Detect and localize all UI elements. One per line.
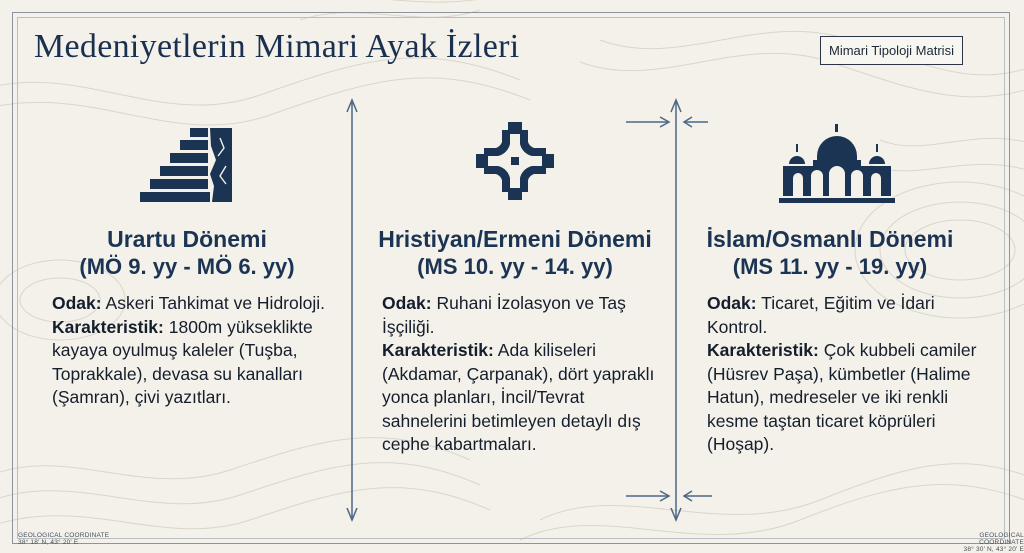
geo-coordinate-right <box>938 532 1024 553</box>
urartu-title: Urartu Dönemi <box>107 226 267 252</box>
christian-focus-text: Ruhani İzolasyon ve Taş İşçiliği. <box>382 293 626 337</box>
column-divider-right <box>622 96 712 524</box>
urartu-focus-text: Askeri Tahkimat ve Hidroloji. <box>105 293 325 313</box>
urartu-char-label: Karakteristik: <box>52 316 164 337</box>
geo-label-right: GEOLOGICAL COORDINATE <box>979 532 1024 546</box>
islamic-period: (MS 11. yy - 19. yy) <box>732 254 928 279</box>
islamic-title: İslam/Osmanlı Dönemi <box>706 226 954 252</box>
urartu-focus-label: Odak: <box>52 293 102 313</box>
geo-coords-left: 38° 18' N, 43° 20' E <box>18 539 79 546</box>
islamic-header <box>680 226 980 280</box>
page-title: Medeniyetlerin Mimari Ayak İzleri <box>34 28 520 65</box>
urartu-char-text: 1800m yükseklikte kayaya oyulmuş kaleler (Tuşba, Toprakkale), devasa su kanalları (Şamran), çivi yazıtları. <box>52 316 313 407</box>
quatrefoil-church-plan-icon <box>474 120 556 202</box>
matrix-badge: Mimari Tipoloji Matrisi <box>820 36 963 65</box>
islamic-char-text: Çok kubbeli camiler (Hüsrev Paşa), kümbetler (Halime Hatun), medreseler ve iki renkli kesme taştan ticaret köprüleri (Hoşap). <box>707 340 977 454</box>
christian-char-label: Karakteristik: <box>382 340 494 360</box>
urartu-description <box>52 292 344 410</box>
christian-char-text: Ada kiliseleri (Akdamar, Çarpanak), dört yapraklı yonca planları, İncil/Tevrat sahnelerini betimleyen detaylı dış cephe kabartmaları. <box>382 340 655 454</box>
christian-title: Hristiyan/Ermeni Dönemi <box>378 226 652 252</box>
christian-description <box>382 292 657 457</box>
islamic-focus-label: Odak: <box>707 293 757 313</box>
islamic-focus-text: Ticaret, Eğitim ve İdari Kontrol. <box>707 293 935 337</box>
christian-period: (MS 10. yy - 14. yy) <box>417 254 613 279</box>
geo-coordinate-left <box>18 532 109 546</box>
christian-header <box>365 226 665 280</box>
domed-mosque-icon <box>779 122 895 204</box>
islamic-char-label: Karakteristik: <box>707 340 819 360</box>
christian-focus-label: Odak: <box>382 293 432 313</box>
urartu-header <box>37 226 337 280</box>
urartu-period: (MÖ 9. yy - MÖ 6. yy) <box>79 254 295 279</box>
column-divider-left <box>344 96 360 524</box>
islamic-description <box>707 292 999 457</box>
geo-label-left: GEOLOGICAL COORDINATE <box>18 532 110 539</box>
stepped-fortress-icon <box>140 126 234 204</box>
geo-coords-right: 38° 30' N, 43° 20' E <box>963 546 1024 553</box>
